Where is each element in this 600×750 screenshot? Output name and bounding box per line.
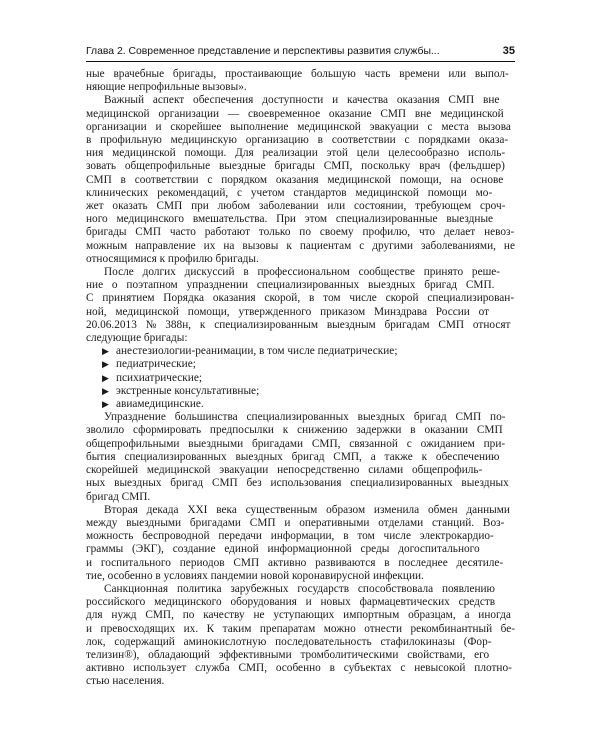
list-item-text: анестезиологии-реанимации, в том числе педиатрические; — [116, 345, 398, 358]
paragraph-p4 — [86, 504, 515, 583]
text-line: между выездными бригадами СМП и оперативными отделами станций. Воз- — [86, 516, 505, 529]
text-line: скорейшей медицинской эвакуации непосредственно силами общепрофиль- — [86, 464, 483, 477]
text-line: граммы (ЭКГ), создание единой информационной среды догоспитального — [86, 543, 480, 556]
text-line: бригады СМП часто работают только по своему профилю, что делает невоз- — [86, 226, 515, 239]
text-line: ного медицинского вмешательства. При этом специализированные выездные — [86, 213, 494, 226]
text-line: медицинской организации — своевременное оказание СМП вне медицинской — [86, 107, 504, 120]
text-line: можным направление их на вызовы к пациентам с другими заболеваниями, не — [86, 239, 515, 252]
list-item-text: авиамедицинские. — [116, 398, 204, 411]
text-line: для нужд СМП, по качеству не уступающих импортным образцам, а иногда — [86, 609, 511, 622]
text-line: ние о поэтапном упразднении специализированных выездных бригад СМП. — [86, 279, 495, 292]
text-line: зовать общепрофильные выездные бригады СМП, поскольку врач (фельдшер) — [86, 160, 505, 173]
text-line: ной, медицинской помощи, утвержденного приказом Минздрава России от — [86, 305, 490, 318]
page-number: 35 — [502, 45, 515, 57]
paragraph-p0 — [86, 68, 515, 94]
text-line: Упразднение большинства специализированных выездных бригад СМП по- — [104, 411, 506, 424]
text-line: и госпитального периодов СМП активно развиваются в последнее десятиле- — [86, 556, 504, 569]
paragraphs-before-list — [86, 68, 515, 345]
bullet-icon: ▶ — [102, 372, 109, 383]
paragraph-p3 — [86, 411, 515, 503]
text-line: Важный аспект обеспечения доступности и качества оказания СМП вне — [104, 94, 500, 107]
page-body — [86, 68, 515, 689]
chapter-title: Глава 2. Современное представление и перспективы развития службы... — [86, 46, 440, 57]
list-item-text: экстренные консультативные; — [116, 384, 260, 397]
list-item — [86, 398, 515, 411]
bullet-icon: ▶ — [102, 359, 109, 370]
text-line: няющие непрофильные вызовы». — [86, 81, 247, 94]
text-line: СМП в соответствии с порядком оказания медицинской помощи, на основе — [86, 173, 504, 186]
text-line: относящимися к профилю бригады. — [86, 252, 259, 265]
bullet-icon: ▶ — [102, 346, 109, 357]
list-item — [86, 385, 515, 398]
paragraph-p5 — [86, 583, 515, 689]
list-item-text: педиатрические; — [116, 358, 196, 371]
text-line: клинических рекомендаций, с учетом стандартов медицинской помощи мо- — [86, 186, 493, 199]
text-line: зволило сформировать предпосылки к снижению задержки в оказании СМП — [86, 424, 503, 437]
text-line: С принятием Порядка оказания скорой, в том числе скорой специализирован- — [86, 292, 515, 305]
text-line: общепрофильными выездными бригадами СМП, связанной с ожиданием при- — [86, 437, 506, 450]
text-line: Санкционная политика зарубежных государств способствовала появлению — [104, 582, 495, 595]
text-line: ния медицинской помощи. Для реализации этой цели целесообразно исполь- — [86, 147, 506, 160]
text-line: в профильную медицинскую организацию в соответствии с порядками оказа- — [86, 134, 509, 147]
text-line: стью населения. — [86, 675, 165, 688]
text-line: Вторая декада XXI века существенным образом изменила обмен данными — [104, 503, 510, 516]
brigade-list — [86, 345, 515, 411]
text-line: бытия специализированных выездных бригад СМП, а также к обеспечению — [86, 450, 500, 463]
bullet-icon: ▶ — [102, 385, 109, 396]
text-line: следующие бригады: — [86, 332, 188, 345]
text-line: российского медицинского оборудования и новых фармацевтических средств — [86, 596, 496, 609]
text-line: лок, содержащий аминокислотную последовательность стафилокиназы (Фор- — [86, 635, 492, 648]
text-line: бригад СМП. — [86, 490, 151, 503]
text-line: ных выездных бригад СМП без использования специализированных выездных — [86, 477, 509, 490]
text-line: 20.06.2013 № 388н, к специализированным выездным бригадам СМП относят — [86, 318, 511, 331]
text-line: жет оказать СМП при любом заболевании или состоянии, требующем сроч- — [86, 200, 506, 213]
running-header — [86, 43, 515, 62]
paragraph-p1 — [86, 94, 515, 266]
paragraph-p2 — [86, 266, 515, 345]
text-line: организации и скорейшее выполнение медицинской эвакуации с места вызова — [86, 120, 511, 133]
paragraphs-after-list — [86, 411, 515, 688]
text-line: телизин®), обладающий эффективными тромболитическими свойствами, его — [86, 648, 490, 661]
list-item — [86, 345, 515, 358]
text-line: активно использует служба СМП, особенно в субъектах с невысокой плотно- — [86, 662, 512, 675]
list-item — [86, 372, 515, 385]
text-line: можность беспроводной передачи информации, в том числе электрокардио- — [86, 530, 494, 543]
text-line: тие, особенно в условиях пандемии новой коронавирусной инфекции. — [86, 569, 424, 582]
list-item-text: психиатрические; — [116, 371, 202, 384]
list-item — [86, 358, 515, 371]
text-line: и превосходящих их. К таким препаратам можно отнести рекомбинантный бе- — [86, 622, 515, 635]
text-line: После долгих дискуссий в профессиональном сообществе принято реше- — [104, 266, 501, 279]
bullet-icon: ▶ — [102, 399, 109, 410]
text-line: ные врачебные бригады, простаивающие большую часть времени или выпол- — [86, 68, 509, 80]
